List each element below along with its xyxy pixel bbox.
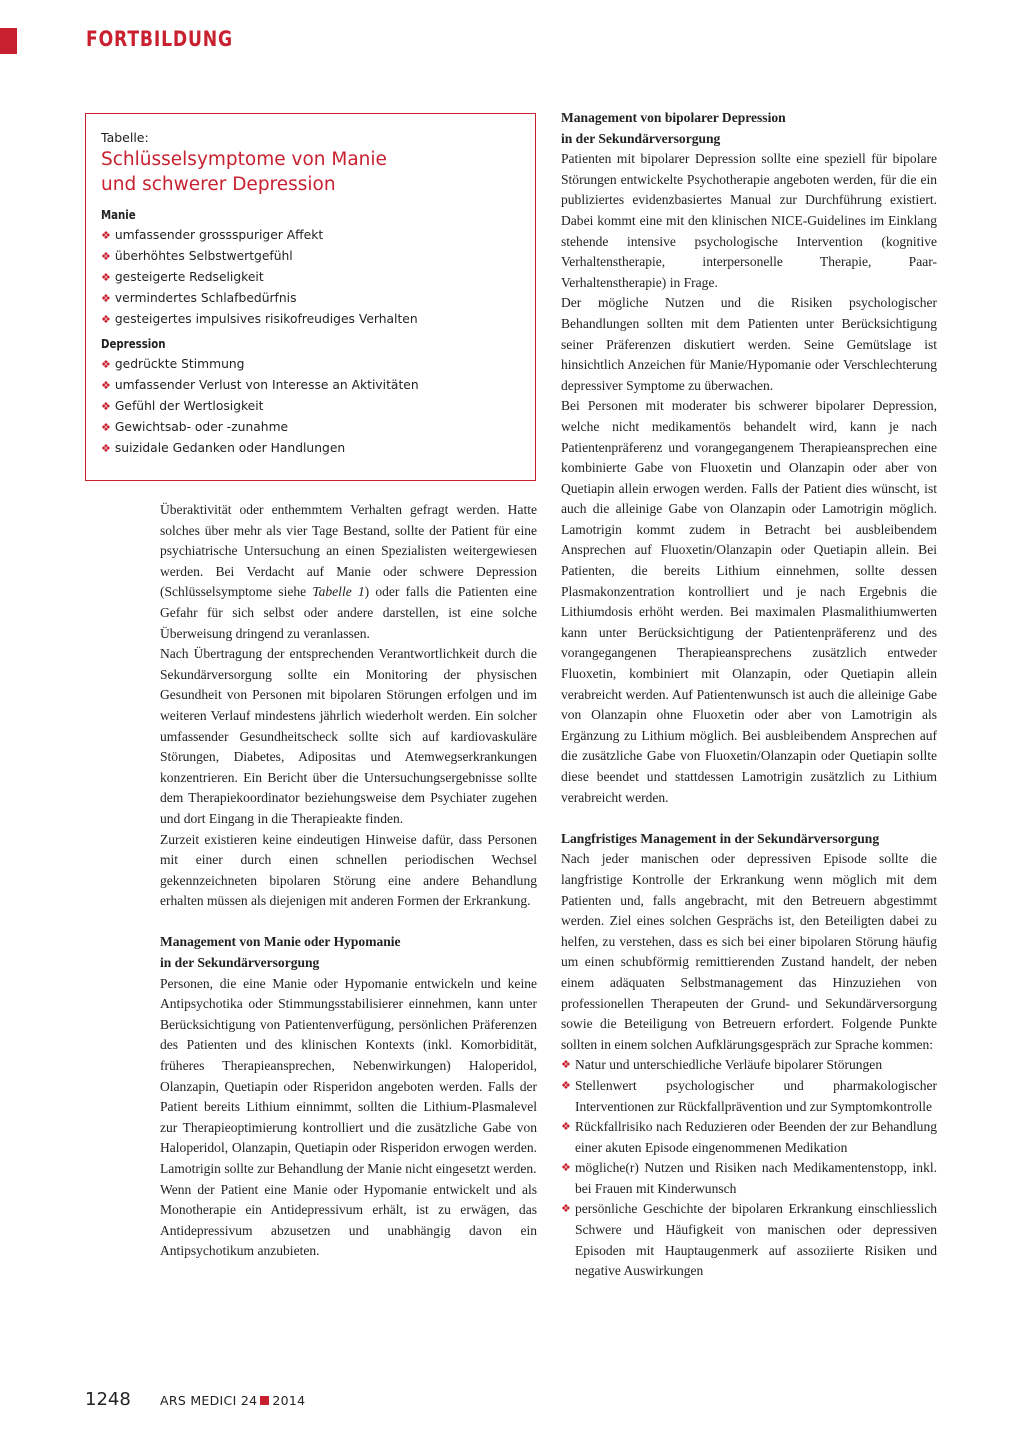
list-item: ❖ umfassender grossspuriger Affekt (101, 228, 324, 242)
diamond-bullet-icon: ❖ (101, 400, 111, 413)
right-text-column (561, 108, 937, 1282)
table-title-line1: Schlüsselsymptome von Manie (101, 149, 387, 170)
paragraph: Nach jeder manischen oder depressiven Episode sollte die langfristige Kontrolle der Erkrankung wenn möglich mit dem Patienten und, falls angebracht, mit den Betreuern abgestimmt werden. Ziel eines solchen Gesprächs ist, den Beteiligten dabei zu helfen, zu verstehen, dass es sich bei einer bipolaren Störung häufig um einen schubförmig remittierenden Zustand handelt, der neben einem adäquaten Selbstmanagement das Hinzuziehen von professionellen Therapeuten der Grund- und Sekundärversorgung sowie die Beteiligung von Betreuern erfordert. Folgende Punkte sollten in einem solchen Aufklärungsgespräch zur Sprache kommen: (561, 851, 937, 1052)
list-item: ❖ umfassender Verlust von Interesse an Aktivitäten (101, 378, 419, 392)
paragraph: Zurzeit existieren keine eindeutigen Hinweise dafür, dass Personen mit einer durch einen schnellen periodischen Wechsel gekennzeichneten bipolaren Störung eine andere Behandlung erhalten müssen als diejenigen mit anderen Formen der Erkrankung. (160, 831, 537, 909)
diamond-bullet-icon: ❖ (101, 379, 111, 392)
list-item: ❖ Rückfallrisiko nach Reduzieren oder Beenden der zur Behandlung einer akuten Episode eingenommenen Medikation (561, 1119, 937, 1155)
diamond-bullet-icon: ❖ (101, 229, 111, 242)
list-item: ❖ suizidale Gedanken oder Handlungen (101, 441, 346, 455)
square-separator-icon (260, 1396, 269, 1405)
discussion-points-list (561, 1055, 937, 1282)
paragraph: Der mögliche Nutzen und die Risiken psychologischer Behandlungen sollten mit dem Patienten unter Berücksichtigung seiner Präferenzen diskutiert werden. Seine Gemütslage ist hinsichtlich Anzeichen für Manie/Hypomanie oder Verschlechterung depressiver Symptome zu überwachen. (561, 295, 937, 393)
list-item: ❖ Natur und unterschiedliche Verläufe bipolarer Störungen (561, 1055, 937, 1076)
list-item: ❖ Gewichtsab- oder -zunahme (101, 420, 289, 434)
paragraph: Wenn der Patient eine Manie oder Hypomanie entwickelt und als Monotherapie ein Antidepressivum erhält, ist zu erwägen, das Antidepressivum abzusetzen und unabhängig davon ein Antipsychotikum anzubieten. (160, 1181, 537, 1259)
table-title-line2: und schwerer Depression (101, 174, 336, 195)
diamond-bullet-icon: ❖ (561, 1121, 571, 1134)
diamond-bullet-icon: ❖ (101, 292, 111, 305)
subheading-manie-management: Management von Manie oder Hypomanie in der Sekundärversorgung (160, 934, 401, 971)
group-heading-manie: Manie (101, 208, 136, 222)
list-item: ❖ mögliche(r) Nutzen und Risiken nach Medikamentenstopp, inkl. bei Frauen mit Kinderwunsch (561, 1160, 937, 1196)
paragraph: Personen, die eine Manie oder Hypomanie entwickeln und keine Antipsychotika oder Stimmungsstabilisierer einnehmen, kann unter Berücksichtigung von Patientenverfügung, persönlichen Präferenzen des Patienten und des klinischen Kontexts (inkl. Komorbidität, früheres Therapieansprechen, Nebenwirkungen) Haloperidol, Olanzapin, Quetiapin oder Risperidon angeboten werden. Falls der Patient bereits Lithium einnimmt, sollten die Lithium-Plasmalevel zur Therapieoptimierung kontrolliert und die zusätzliche Gabe von Haloperidol, Olanzapin, Quetiapin oder Risperidon erwogen werden. Lamotrigin sollte zur Behandlung der Manie nicht eingesetzt werden. (160, 975, 537, 1176)
diamond-bullet-icon: ❖ (101, 358, 111, 371)
list-item: ❖ vermindertes Schlafbedürfnis (101, 291, 297, 305)
list-item: ❖ überhöhtes Selbstwertgefühl (101, 249, 293, 263)
list-item: ❖ gesteigertes impulsives risikofreudiges Verhalten (101, 312, 418, 326)
list-item: ❖ Gefühl der Wertlosigkeit (101, 399, 264, 413)
page-number: 1248 (85, 1389, 131, 1410)
depression-symptom-list (101, 354, 535, 459)
subheading-bipolar-depression: Management von bipolarer Depression in der Sekundärversorgung (561, 110, 786, 146)
table-label: Tabelle: (101, 130, 149, 145)
group-heading-depression: Depression (101, 337, 166, 351)
diamond-bullet-icon: ❖ (561, 1059, 571, 1072)
diamond-bullet-icon: ❖ (561, 1203, 571, 1216)
diamond-bullet-icon: ❖ (101, 421, 111, 434)
paragraph: Bei Personen mit moderater bis schwerer bipolarer Depression, welche nicht medikamentös behandelt wird, kann je nach Patientenpräferenz und vorangegangenem Therapieansprechen eine kombinierte Gabe von Fluoxetin und Olanzapin oder aber von Quetiapin allein erwogen werden. Falls der Patient dies wünscht, ist auch die alleinige Gabe von Olanzapin oder Lamotrigin möglich. Lamotrigin kommt zudem in Betracht bei ausbleibendem Ansprechen auf Fluoxetin/Olanzapin oder Quetiapin allein. Bei Patienten, die bereits Lithium einnehmen, sollte dessen Plasmakonzentration kontrolliert und je nach Ergebnis die Lithiumdosis erhöht werden. Bei maximalen Plasmalithiumwerten kann unter Berücksichtigung der Patientenpräferenz und des vorangegangenen Therapieansprechens zusätzlich entweder Fluoxetin, kombiniert mit Olanzapin, oder Quetiapin allein verabreicht werden. Auf Patientenwunsch ist auch die alleinige Gabe von Olanzapin ohne Fluoxetin oder aber von Lamotrigin als Ergänzung zu Lithium möglich. Bei ausbleibendem Ansprechen auf die zusätzliche Gabe von Fluoxetin/Olanzapin oder Quetiapin sollte diese beendet und stattdessen Lamotrigin zusätzlich zu Lithium verabreicht werden. (561, 398, 937, 805)
list-item: ❖ gedrückte Stimmung (101, 357, 245, 371)
list-item: ❖ gesteigerte Redseligkeit (101, 270, 264, 284)
diamond-bullet-icon: ❖ (561, 1079, 571, 1092)
diamond-bullet-icon: ❖ (101, 271, 111, 284)
paragraph: Patienten mit bipolarer Depression sollte eine speziell für bipolare Störungen entwickelte Psychotherapie angeboten werden, für die ein publiziertes evidenzbasiertes Manual zur Durchführung existiert. Dabei kommt eine mit den klinischen NICE-Guidelines im Einklang stehende intensive psychologische Intervention (kognitive Verhaltenstherapie, interpersonelle Therapie, Paar-Verhaltenstherapie) in Frage. (561, 151, 937, 290)
list-item: ❖ Stellenwert psychologischer und pharmakologischer Interventionen zur Rückfallprävention und zur Symptomkontrolle (561, 1077, 937, 1114)
diamond-bullet-icon: ❖ (101, 313, 111, 326)
section-accent-bar (0, 28, 17, 54)
subheading-long-term-management: Langfristiges Management in der Sekundärversorgung (561, 830, 880, 846)
manie-symptom-list (101, 225, 535, 330)
table-reference: Tabelle 1 (312, 584, 365, 600)
paragraph: Nach Übertragung der entsprechenden Verantwortlichkeit durch die Sekundärversorgung sollte ein Monitoring der physischen Gesundheit von Personen mit bipolaren Störungen erfolgen und im weiteren Verlauf mindestens jährlich wiederholt werden. Ein solcher umfassender Gesundheitscheck sollte sich auf kardiovaskuläre Störungen, Diabetes, Adipositas und Atemwegserkrankungen konzentrieren. Ein Bericht über die Untersuchungsergebnisse sollte dem Therapiekoordinator beziehungsweise dem Psychiater zugehen und dort Eingang in die Therapieakte finden. (160, 646, 537, 826)
list-item: ❖ persönliche Geschichte der bipolaren Erkrankung einschliesslich Schwere und Häufigkeit von manischen oder depressiven Episoden mit Hauptaugenmerk auf assoziierte Risiken und negative Auswirkungen (561, 1201, 937, 1279)
diamond-bullet-icon: ❖ (561, 1162, 571, 1175)
paragraph: Überaktivität oder enthemmtem Verhalten gefragt werden. Hatte solches über mehr als vier Tage Bestand, sollte der Patient für eine psychiatrische Untersuchung an einen Spezialisten weitergewiesen werden. Bei Verdacht auf Manie oder schwere Depression (Schlüsselsymptome siehe Tabelle 1) oder falls die Patienten eine Gefahr für sich selbst oder andere darstellen, ist eine solche Überweisung dringend zu veranlassen. (160, 502, 537, 641)
table-title (101, 147, 535, 197)
journal-footer: ARS MEDICI 24 2014 (160, 1393, 306, 1408)
diamond-bullet-icon: ❖ (101, 250, 111, 263)
left-text-column (160, 500, 537, 1262)
section-title: FORTBILDUNG (86, 27, 233, 51)
diamond-bullet-icon: ❖ (101, 442, 111, 455)
symptom-table (85, 113, 536, 481)
